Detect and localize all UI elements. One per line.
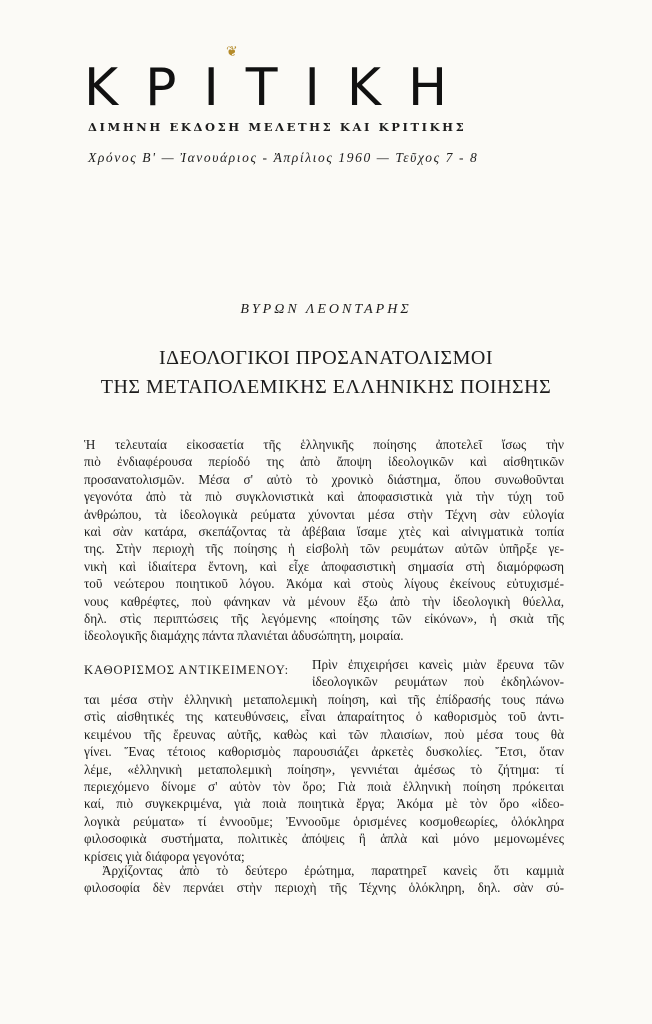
text-line: γίνει. Ἕνας τέτοιος καθορισμὸς παρουσιάζει ἀρκετὲς δυσκολίες. Ἔτσι, ὅταν [84, 744, 564, 760]
ornament-icon: ❦ [226, 44, 238, 60]
text-line: φιλοσοφία δὲν περνάει στὴν περιοχὴ τῆς Τέχνης ὁλόκληρη, δηλ. σὰν σύ- [84, 880, 564, 896]
journal-subtitle: ΔΙΜΗΝΗ ΕΚΔΟΣΗ ΜΕΛΕΤΗΣ ΚΑΙ ΚΡΙΤΙΚΗΣ [88, 120, 467, 134]
text-line: Ἀρχίζοντας ἀπὸ τὸ δεύτερο ἐρώτημα, παρατηρεῖ κανεὶς ὅτι καμμιὰ [102, 863, 564, 878]
text-line: Ἡ τελευταία εἰκοσαετία τῆς ἑλληνικῆς ποίησης ἀποτελεῖ ἴσως τὴν [84, 437, 564, 452]
closing-paragraph [84, 862, 564, 897]
section-heading: ΚΑΘΟΡΙΣΜΟΣ ΑΝΤΙΚΕΙΜΕΝΟΥ: [84, 663, 290, 677]
text-line: στὶς αἰσθητικές της κατευθύνσεις, εἶναι ἀπαραίτητος ὁ καθορισμὸς τοῦ ἀντι- [84, 709, 564, 725]
text-line: καὶ σὰν κατάρα, σκεπάζοντας τὰ ἀβέβαια ἴσαμε χτὲς καὶ αἰνιγματικὰ τοπία [84, 524, 564, 540]
text-line: ται μέσα στὴν ἑλληνικὴ μεταπολεμικὴ ποίηση, καὶ τῆς ἐπίδρασής τους πάνω [84, 692, 564, 707]
issue-line: Χρόνος Β' — Ἰανουάριος - Ἀπρίλιος 1960 — Τεῦχος 7 - 8 [88, 150, 479, 165]
text-line: νους καθρέφτες, ποὺ φάνηκαν νὰ μένουν ἔξω ἀπὸ τὴν ἰδεολογικὴ θύελλα, [84, 593, 564, 609]
text-line: καί, πιὸ συγκεκριμένα, γιὰ ποιὰ ποιητικὰ ἔργα; Ἀκόμα μὲ τὸν ὅρο «ἰδεο- [84, 796, 564, 812]
article-author: ΒΥΡΩΝ ΛΕΟΝΤΑΡΗΣ [240, 302, 412, 317]
section-paragraph [84, 691, 564, 865]
article-title [0, 344, 652, 402]
text-line: τοῦ νεώτερου ποιητικοῦ λόγου. Ἀκόμα καὶ στοὺς λίγους ἐκείνους εὐτυχισμέ- [84, 576, 564, 592]
text-line: της. Στὴν περιοχὴ τῆς ποίησης ἡ εἰσβολὴ τῶν ρευμάτων αὐτῶν ὑπῆρξε γε- [84, 541, 564, 557]
text-line: ἰδεολογικῶν ρευμάτων ποὺ ἐκδηλώνον- [312, 674, 564, 690]
text-line: λέμε, «ἑλληνικὴ μεταπολεμικὴ ποίηση», γεννιέται ἀμέσως τὸ ζήτημα: τί [84, 761, 564, 777]
text-line: κειμένου τῆς ἔρευνας αὐτῆς, καθὼς καὶ τῶν πλαισίων, ποὺ μέσα τους θὰ [84, 726, 564, 742]
intro-paragraph [84, 436, 564, 645]
journal-title: ΚΡΙΤΙΚΗ [84, 58, 475, 118]
text-line: λογικὰ ρεύματα» τί ἐννοοῦμε; Ἐννοοῦμε ὁρισμένες κοσμοθεωρίες, ὁλόκληρα [84, 813, 564, 829]
text-line: φιλοσοφικὰ συστήματα, πολιτικὲς ἀπόψεις ἢ ἁπλὰ καὶ μόνο μεμονωμένες [84, 831, 564, 847]
text-line: πιὸ ἐνδιαφέρουσα περίοδό της ἀπὸ ἄποψη ἰδεολογικῶν καὶ αἰσθητικῶν [84, 454, 564, 470]
article-title-line: ΙΔΕΟΛΟΓΙΚΟΙ ΠΡΟΣΑΝΑΤΟΛΙΣΜΟΙ [158, 347, 494, 369]
section-side-text [312, 656, 564, 691]
text-line: ἰδεολογικῆς διαμάχης πάντα πλανιέται ἀδυσώπητη, μοιραία. [84, 628, 404, 644]
text-line: προσανατολισμῶν. Μέσα σ' αὐτὸ τὸ χρονικὸ διάστημα, ὅπου συνωθοῦνται [84, 471, 564, 487]
text-line: γεγονότα ἀπὸ τὰ πιὸ συγκλονιστικὰ καὶ ἀποφασιστικὰ γιὰ τὴν τύχη τοῦ [84, 489, 564, 505]
article-title-line: ΤΗΣ ΜΕΤΑΠΟΛΕΜΙΚΗΣ ΕΛΛΗΝΙΚΗΣ ΠΟΙΗΣΗΣ [100, 376, 552, 398]
text-line: κρίσεις γιὰ διάφορα γεγονότα; [84, 848, 245, 864]
text-line: ἀνθρώπου, τὰ ἰδεολογικὰ ρεύματα χύνονται μέσα στὴν Τέχνη σὰν εὐλογία [84, 506, 564, 522]
text-line: Πρὶν ἐπιχειρήσει κανεὶς μιὰν ἔρευνα τῶν [312, 657, 564, 672]
text-line: δηλ. στὶς περιπτώσεις τῆς λεγόμενης «ποίησης τῶν εἰκόνων», ἡ σκιὰ τῆς [84, 611, 564, 627]
text-line: περιεχόμενο δίνομε σ' αὐτὸν τὸν ὅρο; Γιὰ ποιὰ ἑλληνικὴ ποίηση πρόκειται [84, 779, 564, 795]
text-line: νικὴ καὶ ἰδιαίτερα ἔντονη, καὶ εἶχε ἀποφασιστικὴ σημασία στὴ διαμόρφωση [84, 558, 564, 574]
